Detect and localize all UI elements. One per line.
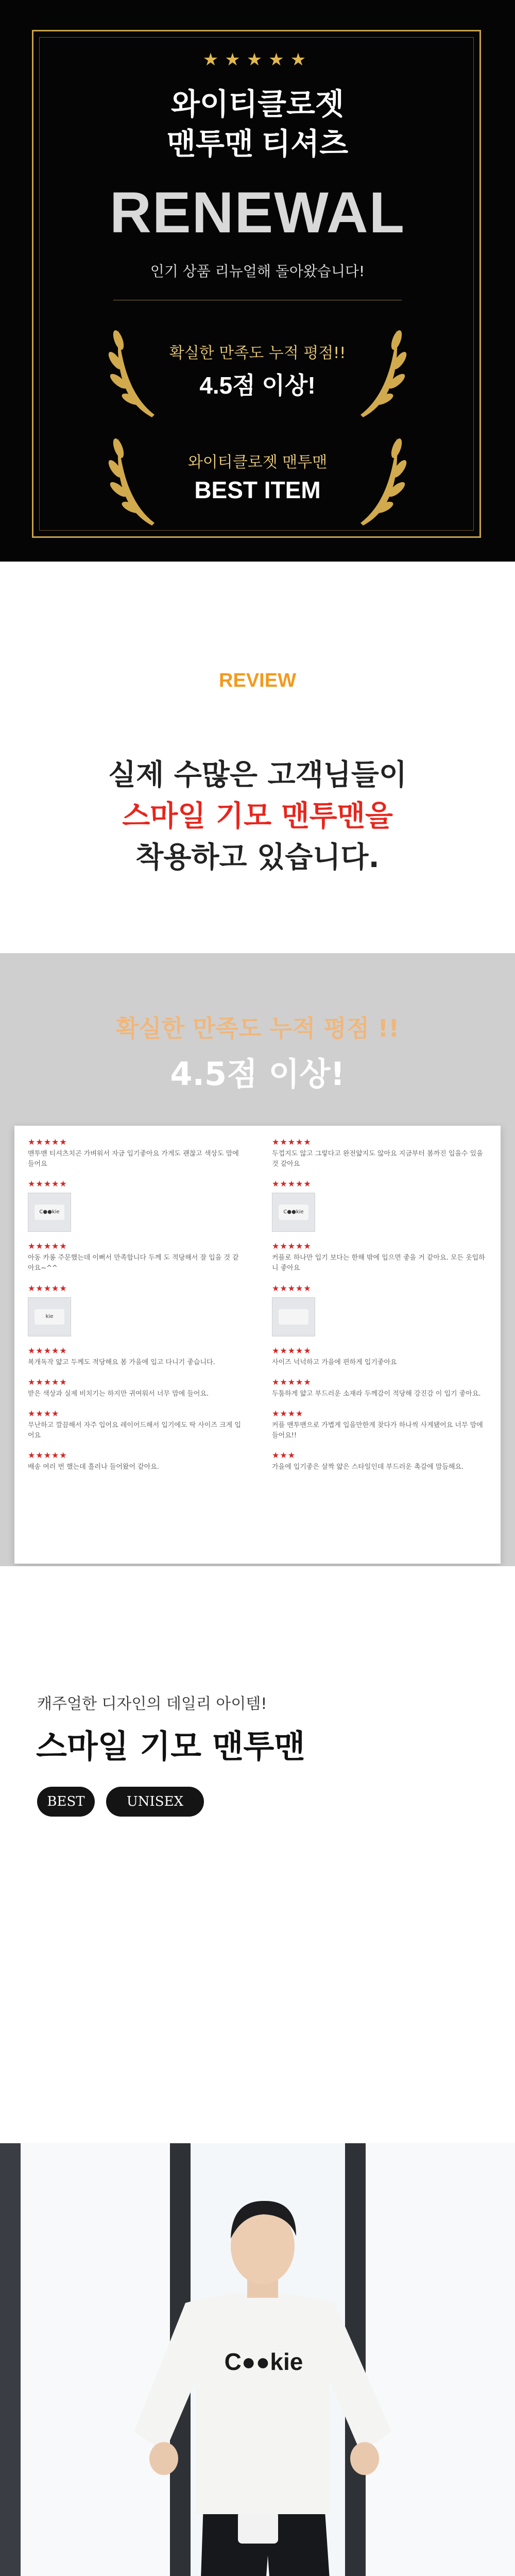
rating-line1: 확실한 만족도 누적 평점 !! xyxy=(115,1014,400,1042)
review-item xyxy=(272,1179,488,1232)
review-stars: ★★★★★ xyxy=(272,1283,312,1293)
badge-rating xyxy=(0,340,515,401)
review-item xyxy=(272,1346,488,1368)
review-text: 가을에 입기좋은 살짝 얇은 스타일인데 부드러운 촉감에 맘듬해요. xyxy=(272,1463,464,1471)
review-stars: ★★★★★ xyxy=(28,1137,67,1147)
review-item xyxy=(28,1450,244,1472)
hero-subtitle: 인기 상품 리뉴얼해 돌아왔습니다! xyxy=(150,263,365,280)
product-tagline: 캐주얼한 디자인의 데일리 아이템! xyxy=(37,1695,267,1713)
review-stars: ★★★★★ xyxy=(28,1241,67,1251)
review-item xyxy=(28,1346,244,1368)
review-card xyxy=(14,1126,501,1564)
review-item xyxy=(272,1137,488,1170)
renewal-heading: RENEWAL xyxy=(110,180,405,245)
rating-section xyxy=(0,953,515,1566)
review-item xyxy=(272,1409,488,1441)
review-item xyxy=(28,1179,244,1232)
review-text: 무난하고 깔끔해서 자주 입어요 레이어드해서 입기에도 딱 사이즈 크게 입어요 xyxy=(28,1421,241,1439)
review-photo-graphic: C●●kie xyxy=(279,1205,308,1220)
chip-best: BEST xyxy=(37,1787,95,1817)
review-stars: ★★★★★ xyxy=(28,1450,67,1461)
review-stars: ★★★★★ xyxy=(28,1345,67,1355)
shirt-graphic-text: C●●kie xyxy=(224,2348,303,2375)
review-stars: ★★★★★ xyxy=(272,1345,312,1355)
hero-section xyxy=(0,0,515,562)
review-stars: ★★★★★ xyxy=(28,1179,67,1189)
product-name: 스마일 기모 맨투맨 xyxy=(36,1727,305,1765)
hero-title-line1: 와이티클로젯 xyxy=(170,88,345,121)
review-text: 커플 맨투맨으로 가볍게 입을만한게 찾다가 하나씩 사게됐어요 너무 맘에들어요!! xyxy=(272,1421,483,1439)
badge-best xyxy=(0,449,515,504)
hero-title-line2: 맨투맨 티셔츠 xyxy=(166,127,349,161)
review-headline-line1: 실제 수많은 고객님들이 xyxy=(108,758,407,792)
review-stars: ★★★★ xyxy=(28,1408,60,1418)
review-text: 맨투맨 티셔츠치곤 가벼워서 자금 입기좋아요 가게도 괜찮고 색상도 맘에 들어요 xyxy=(28,1150,239,1168)
badge-best-line1: 와이티클로젯 맨투맨 xyxy=(187,453,328,471)
review-stars: ★★★★★ xyxy=(28,1377,67,1387)
review-photo xyxy=(272,1193,315,1232)
review-stars: ★★★★★ xyxy=(272,1137,312,1147)
badge-best-line2: BEST ITEM xyxy=(194,477,321,503)
review-item xyxy=(272,1450,488,1472)
review-photo-graphic xyxy=(279,1309,308,1325)
review-text: 커플로 하나만 입기 보다는 한해 밖에 입으면 좋을 거 같아요. 모든 옷입하니 좋아요 xyxy=(272,1254,485,1273)
review-stars: ★★★★ xyxy=(272,1408,304,1418)
review-column-right xyxy=(272,1137,488,1482)
review-photo-graphic: kie xyxy=(35,1309,64,1325)
review-column-left xyxy=(28,1137,244,1482)
review-photo xyxy=(28,1193,71,1232)
badge-rating-line1: 확실한 만족도 누적 평점!! xyxy=(169,344,346,362)
review-item xyxy=(28,1409,244,1441)
review-intro-section xyxy=(0,562,515,953)
review-item xyxy=(28,1377,244,1399)
chip-unisex: UNISEX xyxy=(106,1787,204,1817)
review-item xyxy=(28,1241,244,1274)
review-item xyxy=(28,1137,244,1170)
review-headline-line3: 착용하고 있습니다. xyxy=(135,841,380,874)
review-stars: ★★★★★ xyxy=(28,1283,67,1293)
review-item xyxy=(272,1241,488,1274)
product-title-section xyxy=(0,1566,515,2143)
review-stars: ★★★ xyxy=(272,1450,296,1461)
review-text: 복개독작 얇고 두께도 적당해요 봄 가을에 입고 다니기 좋습니다. xyxy=(28,1358,215,1366)
rating-line2: 4.5점 이상! xyxy=(170,1055,345,1093)
review-stars: ★★★★★ xyxy=(272,1241,312,1251)
review-stars: ★★★★★ xyxy=(272,1377,312,1387)
review-text: 아동 카롱 주문했는데 이뻐서 만족합니다 두께 도 적당해서 잘 입을 것 같아요~^^ xyxy=(28,1254,239,1273)
review-text: 받은 색상과 실제 비치기는 하지만 귀여워서 너무 맘에 들어요. xyxy=(28,1389,209,1398)
review-photo xyxy=(272,1297,315,1336)
review-stars: ★★★★★ xyxy=(272,1179,312,1189)
review-headline-line2: 스마일 기모 맨투맨을 xyxy=(122,800,393,833)
review-photo-graphic: C●●kie xyxy=(35,1205,64,1220)
review-text: 배송 여러 번 했는데 흘러나 들어왔어 같아요. xyxy=(28,1463,159,1471)
review-text: 두껍지도 않고 그렇다고 완전얇지도 않아요 지금부터 봄까진 입을수 있을것 같아요 xyxy=(272,1150,483,1168)
product-photo xyxy=(0,2143,515,2576)
review-item xyxy=(272,1283,488,1336)
review-label: REVIEW xyxy=(219,670,296,691)
badge-rating-line2: 4.5점 이상! xyxy=(199,372,316,399)
review-text: 두툼하게 얇고 부드러운 소재라 두께감이 적당해 강진감 이 입기 좋아요. xyxy=(272,1389,481,1398)
review-item xyxy=(28,1283,244,1336)
review-photo xyxy=(28,1297,71,1336)
review-text: 사이즈 넉넉하고 가을에 편하게 입기좋아요 xyxy=(272,1358,397,1366)
hero-stars: ★★★★★ xyxy=(202,49,313,70)
review-item xyxy=(272,1377,488,1399)
model-photo-illustration xyxy=(0,2143,515,2576)
